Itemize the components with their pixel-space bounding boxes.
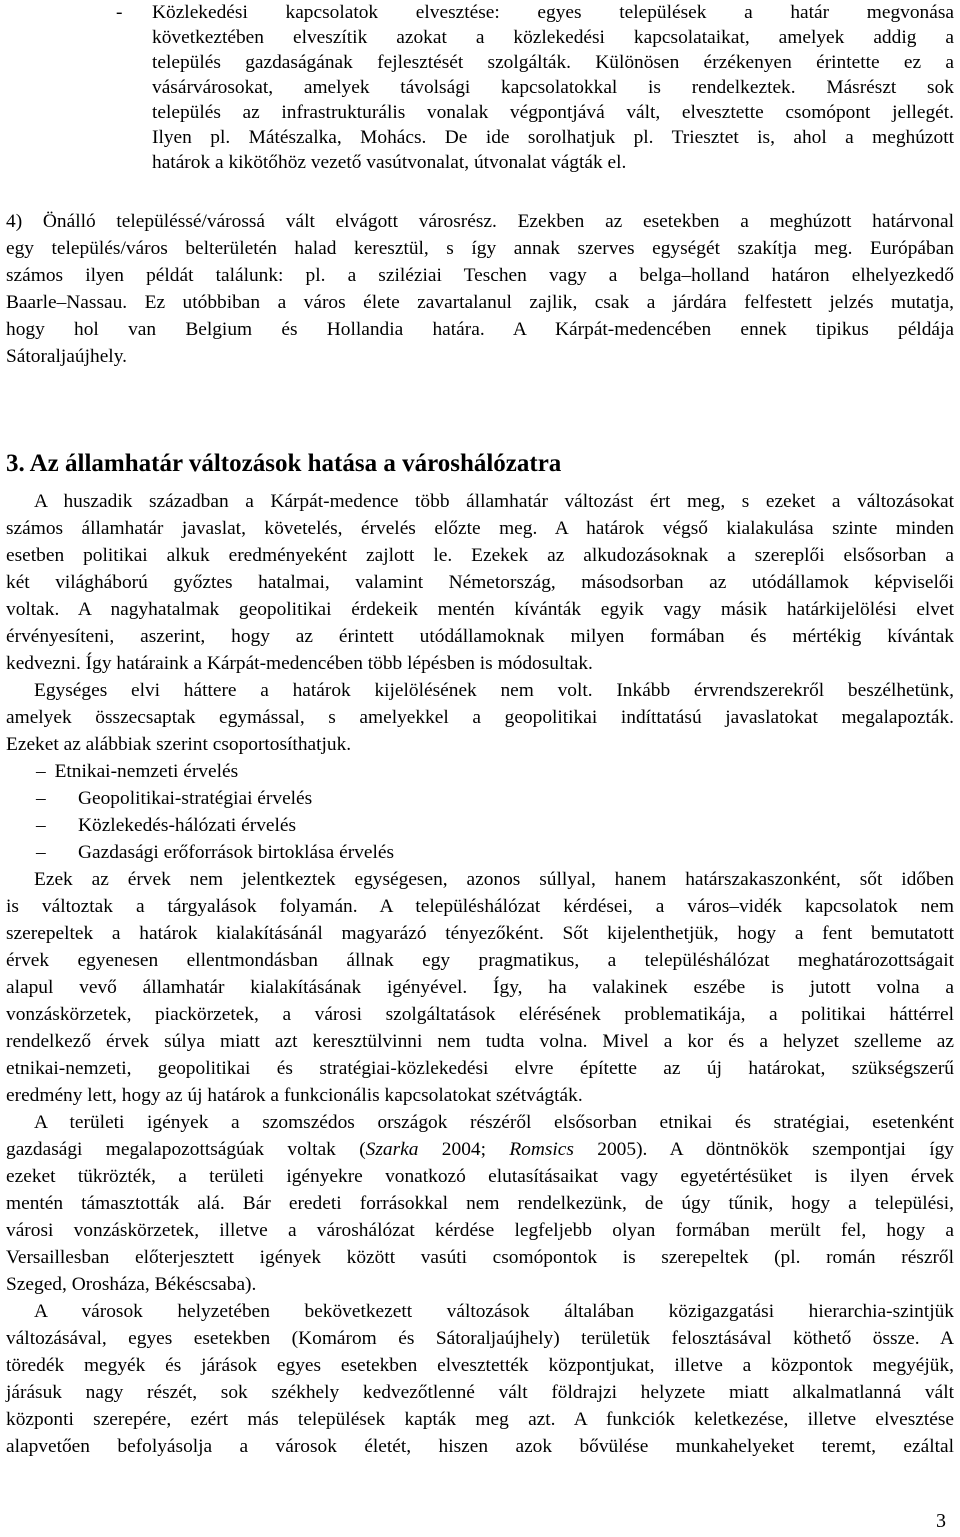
section-heading: 3. Az államhatár változások hatása a városhálózatra (6, 450, 562, 477)
text-line: Közlekedési kapcsolatok elvesztése: egyes települések a határ megvonása (152, 2, 954, 23)
text-line: is változtak a tárgyalások folyamán. A településhálózat kérdései, a város–vidék kapcsolatok nem (6, 896, 954, 917)
text-line: etnikai-nemzeti, geopolitikai és stratégiai-közlekedési elvre építette az új határokat, szükségszerű (6, 1058, 954, 1079)
list-item-label: Etnikai-nemzeti érvelés (54, 761, 239, 782)
list-item (36, 785, 313, 812)
text-line: A területi igények a szomszédos országok részéről elsősorban etnikai és stratégiai, esetenként (34, 1112, 954, 1133)
bullet-dash: - (116, 2, 123, 23)
text-line: alapul vevő államhatár kialakításának igényével. Így, ha valakinek eszébe is jutott volna a (6, 977, 954, 998)
text-line: központi szerepére, ezért más települések kapták meg azt. A funkciók keletkezése, illetve elvesztése (6, 1409, 954, 1430)
text-line: ezeket tükrözték, a területi igényekre vonatkozó elutasításaikat vagy egyetértésüket is ilyen érvek (6, 1166, 954, 1187)
dash-marker: – (36, 815, 46, 836)
text-line: számos ilyen példát találunk: pl. a sziléziai Teschen vagy a belga–holland határon elhelyezkedő (6, 265, 954, 286)
citation-author: Szarka (365, 1139, 419, 1160)
text-line: A huszadik században a Kárpát-medence több államhatár változást ért meg, s ezeket a változásokat (34, 491, 954, 512)
text-line: kedvezni. Így határaink a Kárpát-medencében több lépésben is módosultak. (6, 653, 593, 674)
text-line: Ezeket az alábbiak szerint csoportosíthatjuk. (6, 734, 352, 755)
text-line: határok a kikötőhöz vezető vasútvonalat, útvonalat vágták el. (152, 152, 627, 173)
text-line: mentén támasztották alá. Bár eredeti forrásokkal nem rendelkezünk, de úgy tűnik, hogy a települési, (6, 1193, 954, 1214)
text-line: járásuk nagy részét, sok székhely kedvezőtlenné vált földrajzi helyzete miatt alkalmatlanná vált (6, 1382, 954, 1403)
text-line: érvek egyenesen ellentmondásban állnak egy pragmatikus, a településhálózat meghatározottságait (6, 950, 954, 971)
text-line: Ilyen pl. Mátészalka, Mohács. De ide sorolhatjuk pl. Triesztet is, ahol a meghúzott (152, 127, 954, 148)
text-line: esetben politikai alkuk eredményeként zajlott le. Ezekek az alkudozásoknak a szereplői elsősorban a (6, 545, 954, 566)
text-line: Szeged, Orosháza, Békéscsaba). (6, 1274, 257, 1295)
list-item (36, 839, 395, 866)
dash-marker: – (36, 761, 46, 782)
page-number: 3 (936, 1510, 946, 1532)
text-line: rendelkező érvek súlya miatt azt keresztülvinni nem tudta volna. Mivel a kor és a helyzet szelleme az (6, 1031, 954, 1052)
list-item-label: Gazdasági erőforrások birtoklása érvelés (78, 842, 395, 863)
list-item (36, 812, 297, 839)
text-line: Versaillesban előterjesztett igények között vasúti csomópontok is szerepeltek (pl. román részről (6, 1247, 954, 1268)
text-line: alapvetően befolyásolja a városok életét, hiszen azok bővülése munkahelyeket teremt, ezáltal (6, 1436, 954, 1457)
text-line: Egységes elvi háttere a határok kijelölésének nem volt. Inkább érvrendszerekről beszélhetünk, (34, 680, 954, 701)
text-line: vásárvárosokat, amelyek távolsági kapcsolatokkal is rendelkeztek. Másrészt sok (152, 77, 954, 98)
text-line: 4) Önálló településsé/várossá vált elvágott városrész. Ezekben az esetekben a meghúzott határvonal (6, 211, 954, 232)
list-item (36, 758, 238, 785)
citation-author: Romsics (509, 1139, 574, 1160)
text-line: település az infrastrukturális vonalak végpontjává vált, elvesztette csomópont jellegét. (152, 102, 954, 123)
text-line-with-citation (6, 1136, 954, 1163)
text-line: Sátoraljaújhely. (6, 346, 127, 367)
text-line: eredmény lett, hogy az új határok a funkcionális kapcsolatokat szétvágták. (6, 1085, 583, 1106)
dash-marker: – (36, 788, 46, 809)
text-line: két világháború győztes hatalmai, valamint Németország, másodsorban az utódállamok képviselői (6, 572, 954, 593)
text-line: amelyek összecsaptak egymással, s amelyekkel a geopolitikai indíttatású javaslatokat megalapozták. (6, 707, 954, 728)
text-line: töredék megyék és járások egyes esetekben elvesztették központjukat, illetve a központok megyéjük, (6, 1355, 954, 1376)
text-line: érvényesíteni, aszerint, hogy az érintett utódállamoknak milyen formában és mértékig kívántak (6, 626, 954, 647)
text-line: Ezek az érvek nem jelentkeztek egységesen, azonos súllyal, hanem határszakaszonként, sőt időben (34, 869, 954, 890)
dash-marker: – (36, 842, 46, 863)
text-line: hogy hol van Belgium és Hollandia határa. A Kárpát-medencében ennek tipikus példája (6, 319, 954, 340)
list-item-label: Geopolitikai-stratégiai érvelés (78, 788, 313, 809)
text-segment: gazdasági megalapozottságúak voltak ( (6, 1139, 366, 1160)
text-line: egy település/város belterületén halad keresztül, s így annak szerves egységét szakítja meg. Európában (6, 238, 954, 259)
list-item-label: Közlekedés-hálózati érvelés (78, 815, 297, 836)
text-segment: 2005). A döntnökök szempontjai így (573, 1139, 954, 1160)
text-line: Baarle–Nassau. Ez utóbbiban a város élete zavartalanul zajlik, csak a járdára felfestett jelzés mutatja, (6, 292, 954, 313)
text-line: település gazdaságának fejlesztését szolgálták. Különösen érzékenyen érintette ez a (152, 52, 954, 73)
text-line: számos államhatár javaslat, követelés, érvelés előzte meg. A határok végső kialakulása szinte minden (6, 518, 954, 539)
text-line: szerepeltek a határok kialakításánál magyarázó tényezőként. Sőt kijelenthetjük, hogy a fent bemutatott (6, 923, 954, 944)
text-segment: 2004; (418, 1139, 510, 1160)
text-line: változásával, egyes esetekben (Komárom és Sátoraljaújhely) területük felosztásával köthető össze. A (6, 1328, 954, 1349)
text-line: következtében elveszítik azokat a közlekedési kapcsolataikat, amelyek addig a (152, 27, 954, 48)
text-line: A városok helyzetében bekövetkezett változások általában közigazgatási hierarchia-szintjük (34, 1301, 954, 1322)
text-line: vonzáskörzetek, piackörzetek, a városi szolgáltatások elérésének problematikája, a politikai háttérrel (6, 1004, 954, 1025)
text-line: városi vonzáskörzetek, illetve a városhálózat kérdése legfeljebb olyan formában merült fel, hogy a (6, 1220, 954, 1241)
text-line: voltak. A nagyhatalmak geopolitikai érdekeik mentén kívánták egyik vagy másik határkijelölési elvet (6, 599, 954, 620)
